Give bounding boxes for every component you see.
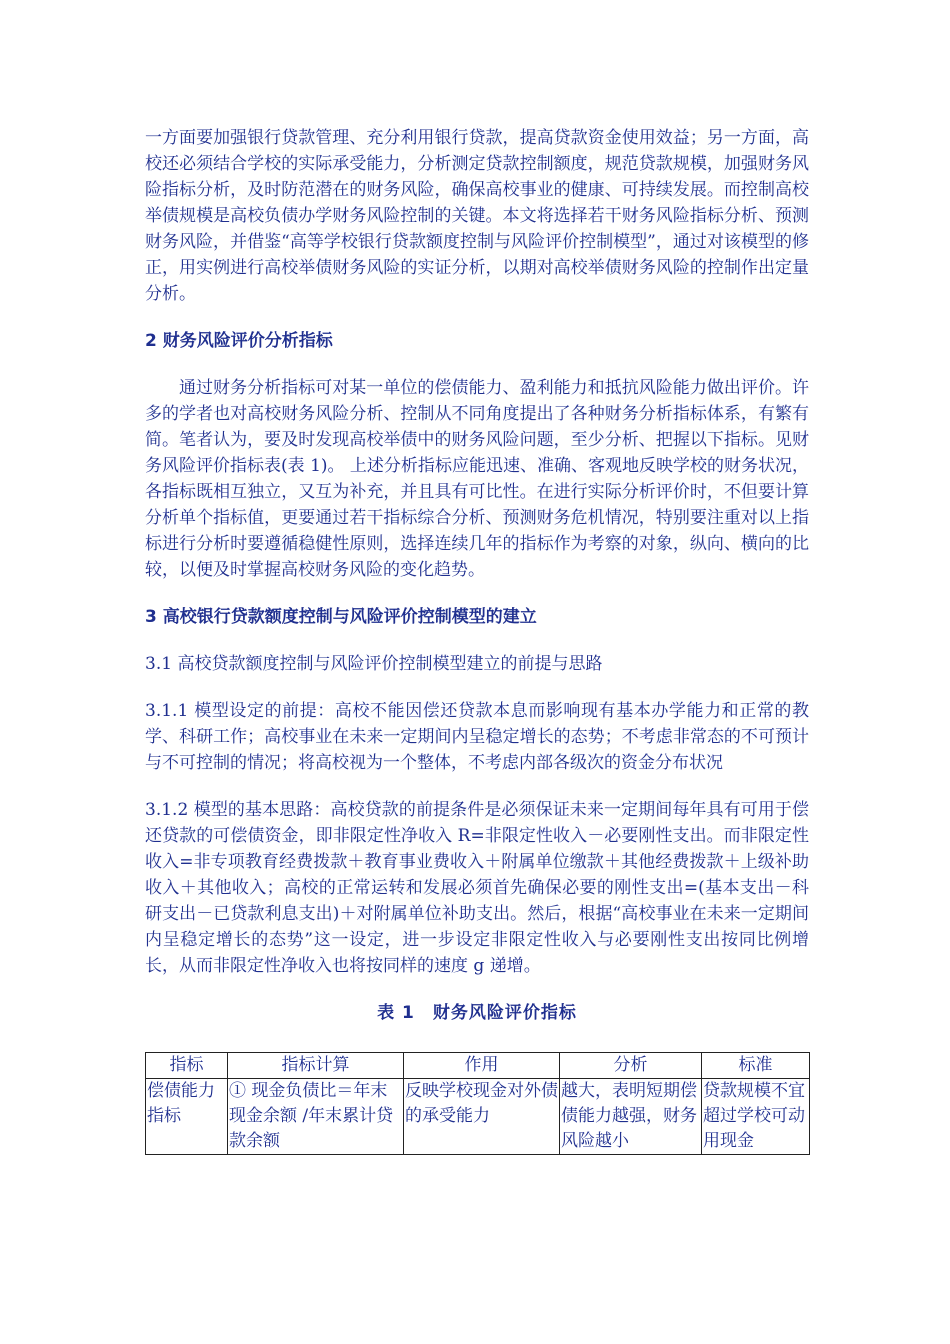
document-page (145, 125, 809, 1155)
cell-standard: 贷款规模不宜超过学校可动用现金 (702, 1079, 810, 1155)
risk-indicator-table (145, 1052, 810, 1155)
table-1-title: 表 1 财务风险评价指标 (377, 1003, 577, 1023)
section-3-1-1-paragraph: 3.1.1 模型设定的前提：高校不能因偿还贷款本息而影响现有基本办学能力和正常的教学、科研工作；高校事业在未来一定期间内呈稳定增长的态势；不考虑非常态的不可预计与不可控制的情况；将高校视为一个整体，不考虑内部各级次的资金分布状况 (145, 701, 809, 773)
header-purpose: 作用 (404, 1053, 560, 1079)
intro-paragraph: 一方面要加强银行贷款管理、充分利用银行贷款，提高贷款资金使用效益；另一方面，高校还必须结合学校的实际承受能力，分析测定贷款控制额度，规范贷款规模，加强财务风险指标分析，及时防范潜在的财务风险，确保高校事业的健康、可持续发展。而控制高校举债规模是高校负债办学财务风险控制的关键。本文将选择若干财务风险指标分析、预测财务风险，并借鉴“高等学校银行贷款额度控制与风险评价控制模型”，通过对该模型的修正，用实例进行高校举债财务风险的实证分析，以期对高校举债财务风险的控制作出定量分析。 (145, 128, 809, 304)
section-3-1-2-paragraph: 3.1.2 模型的基本思路：高校贷款的前提条件是必须保证未来一定期间每年具有可用于偿还贷款的可偿债资金，即非限定性净收入 R=非限定性收入－必要刚性支出。而非限定性收入=非专项教育经费拨款＋教育事业费收入＋附属单位缴款＋其他经费拨款＋上级补助收入＋其他收入；高校的正常运转和发展必须首先确保必要的刚性支出=(基本支出－科研支出－已贷款利息支出)＋对附属单位补助支出。然后，根据“高校事业在未来一定期间内呈稳定增长的态势”这一设定，进一步设定非限定性收入与必要刚性支出按同比例增长，从而非限定性净收入也将按同样的速度 g 递增。 (145, 800, 809, 976)
section-2-heading: 2 财务风险评价分析指标 (145, 331, 333, 351)
header-calculation: 指标计算 (228, 1053, 404, 1079)
section-3-1-heading: 3.1 高校贷款额度控制与风险评价控制模型建立的前提与思路 (145, 654, 603, 674)
cell-calculation: ① 现金负债比＝年末现金余额 /年末累计贷款余额 (228, 1079, 404, 1155)
cell-purpose: 反映学校现金对外债的承受能力 (404, 1079, 560, 1155)
section-2-paragraph: 通过财务分析指标可对某一单位的偿债能力、盈利能力和抵抗风险能力做出评价。许多的学者也对高校财务风险分析、控制从不同角度提出了各种财务分析指标体系，有繁有简。笔者认为，要及时发现高校举债中的财务风险问题，至少分析、把握以下指标。见财务风险评价指标表(表 1)。 上述分析指标应能迅速、准确、客观地反映学校的财务状况，各指标既相互独立，又互为补充，并且具有可比性。在进行实际分析评价时，不但要计算分析单个指标值，更要通过若干指标综合分析、预测财务危机情况，特别要注重对以上指标进行分析时要遵循稳健性原则，选择连续几年的指标作为考察的对象，纵向、横向的比较，以便及时掌握高校财务风险的变化趋势。 (145, 378, 809, 580)
cell-analysis: 越大，表明短期偿债能力越强，财务风险越小 (560, 1079, 702, 1155)
header-analysis: 分析 (560, 1053, 702, 1079)
cell-indicator: 偿债能力指标 (146, 1079, 228, 1155)
table-header-row (146, 1053, 810, 1079)
section-3-heading: 3 高校银行贷款额度控制与风险评价控制模型的建立 (145, 607, 537, 627)
header-indicator: 指标 (146, 1053, 228, 1079)
header-standard: 标准 (702, 1053, 810, 1079)
table-row (146, 1079, 810, 1155)
